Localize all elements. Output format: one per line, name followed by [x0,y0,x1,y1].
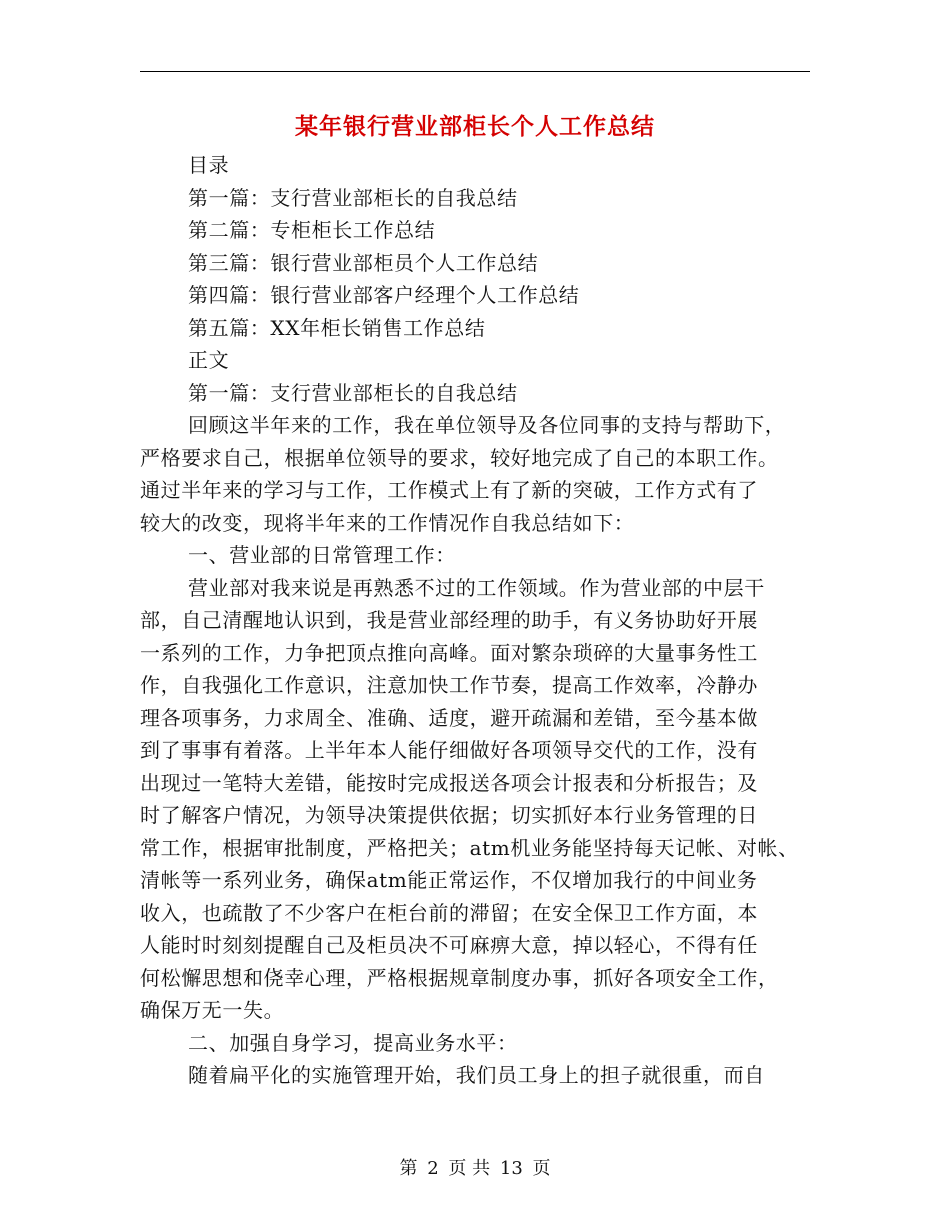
footer-total-pages: 13 [499,1158,523,1179]
footer-prefix: 第 [399,1158,418,1179]
paragraph-line: 收入，也疏散了不少客户在柜台前的滞留；在安全保卫工作方面，本 [140,901,758,925]
toc-item: 第一篇：支行营业部柜长的自我总结 [188,186,518,210]
toc-item: 第二篇：专柜柜长工作总结 [188,218,436,242]
toc-heading: 目录 [188,153,230,177]
paragraph-line: 严格要求自己，根据单位领导的要求，较好地完成了自己的本职工作。 [140,446,779,470]
paragraph-line: 确保万无一失。 [140,998,285,1022]
footer-page-number: 2 [427,1158,439,1179]
page-footer [0,1154,950,1180]
paragraph-line: 理各项事务，力求周全、准确、适度，避开疏漏和差错，至今基本做 [140,706,758,730]
paragraph-line: 何松懈思想和侥幸心理，严格根据规章制度办事，抓好各项安全工作， [140,966,779,990]
toc-item: 第三篇：银行营业部柜员个人工作总结 [188,251,539,275]
body-heading: 正文 [188,348,230,372]
paragraph-line: 较大的改变，现将半年来的工作情况作自我总结如下： [140,511,635,535]
paragraph-line: 人能时时刻刻提醒自己及柜员决不可麻痹大意，掉以轻心，不得有任 [140,933,758,957]
paragraph-line: 回顾这半年来的工作，我在单位领导及各位同事的支持与帮助下， [188,413,786,437]
document-title: 某年银行营业部柜长个人工作总结 [295,113,655,140]
paragraph-line: 清帐等一系列业务，确保atm能正常运作，不仅增加我行的中间业务 [140,868,758,892]
footer-middle: 页 共 [448,1158,491,1179]
footer-suffix: 页 [532,1158,551,1179]
paragraph-line: 一系列的工作，力争把顶点推向高峰。面对繁杂琐碎的大量事务性工 [140,641,758,665]
subsection-heading: 一、营业部的日常管理工作： [188,543,456,567]
toc-item: 第四篇：银行营业部客户经理个人工作总结 [188,283,580,307]
paragraph-line: 常工作，根据审批制度，严格把关；atm机业务能坚持每天记帐、对帐、 [140,836,799,860]
paragraph-line: 通过半年来的学习与工作，工作模式上有了新的突破，工作方式有了 [140,478,758,502]
paragraph-line: 时了解客户情况，为领导决策提供依据；切实抓好本行业务管理的日 [140,803,758,827]
paragraph-line: 作，自我强化工作意识，注意加快工作节奏，提高工作效率，冷静办 [140,673,758,697]
paragraph-line: 部，自己清醒地认识到，我是营业部经理的助手，有义务协助好开展 [140,608,758,632]
toc-item: 第五篇：XX年柜长销售工作总结 [188,316,486,340]
subsection-heading: 二、加强自身学习，提高业务水平： [188,1031,518,1055]
paragraph-line: 营业部对我来说是再熟悉不过的工作领域。作为营业部的中层干 [188,576,765,600]
paragraph-line: 随着扁平化的实施管理开始，我们员工身上的担子就很重，而自 [188,1063,765,1087]
section-heading: 第一篇：支行营业部柜长的自我总结 [188,381,518,405]
paragraph-line: 到了事事有着落。上半年本人能仔细做好各项领导交代的工作，没有 [140,738,758,762]
paragraph-line: 出现过一笔特大差错，能按时完成报送各项会计报表和分析报告；及 [140,771,758,795]
